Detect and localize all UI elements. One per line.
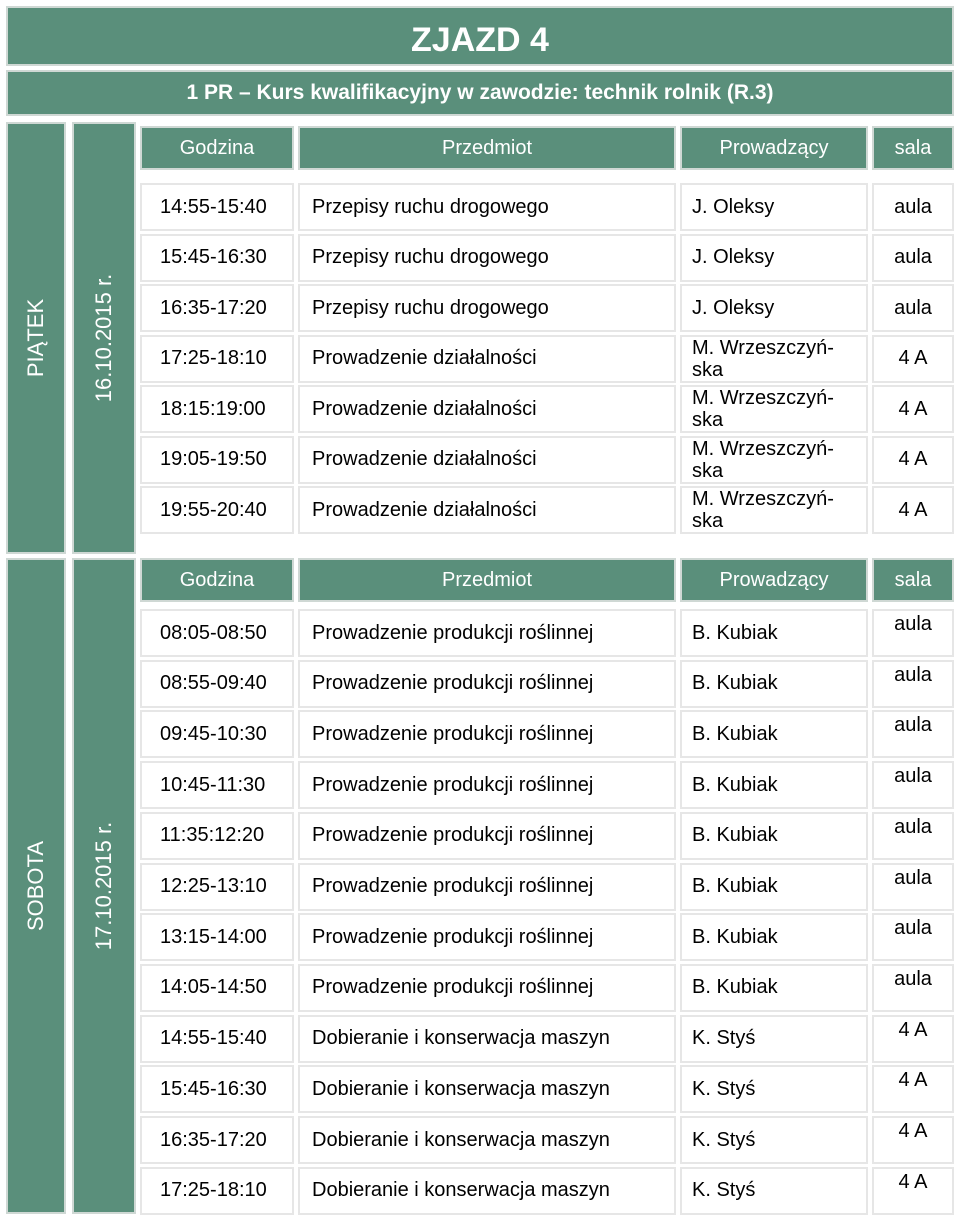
cell-teacher: B. Kubiak (680, 812, 868, 860)
day-date: 17.10.2015 r. (91, 821, 116, 951)
cell-time: 17:25-18:10 (140, 335, 294, 383)
cell-subject: Prowadzenie działalności (298, 335, 676, 383)
cell-room: aula (872, 710, 954, 758)
table-row (140, 486, 954, 534)
cell-subject: Przepisy ruchu drogowego (298, 183, 676, 231)
cell-room: aula (872, 660, 954, 708)
cell-room: 4 A (872, 1167, 954, 1215)
cell-teacher: K. Styś (680, 1116, 868, 1164)
cell-room: 4 A (872, 335, 954, 383)
teacher-name: M. Wrzeszczyń- ska (692, 488, 834, 532)
table-row (140, 863, 954, 911)
page-title: ZJAZD 4 (6, 6, 954, 66)
cell-room: aula (872, 761, 954, 809)
cell-room: 4 A (872, 436, 954, 484)
header-time: Godzina (140, 126, 294, 170)
cell-time: 15:45-16:30 (140, 1065, 294, 1113)
cell-time: 19:05-19:50 (140, 436, 294, 484)
header-subject: Przedmiot (298, 126, 676, 170)
cell-room: 4 A (872, 486, 954, 534)
cell-time: 16:35-17:20 (140, 1116, 294, 1164)
cell-teacher: B. Kubiak (680, 660, 868, 708)
header-subject: Przedmiot (298, 558, 676, 602)
cell-teacher: K. Styś (680, 1065, 868, 1113)
cell-teacher (680, 385, 868, 433)
cell-teacher: B. Kubiak (680, 964, 868, 1012)
table-row (140, 1065, 954, 1113)
day-label-friday (6, 122, 66, 554)
table-row (140, 913, 954, 961)
table-row (140, 183, 954, 231)
cell-subject: Przepisy ruchu drogowego (298, 234, 676, 282)
cell-room: 4 A (872, 385, 954, 433)
date-label-saturday (72, 558, 136, 1214)
cell-room: aula (872, 183, 954, 231)
cell-room: 4 A (872, 1116, 954, 1164)
table-row (140, 761, 954, 809)
cell-teacher: J. Oleksy (680, 183, 868, 231)
header-teacher: Prowadzący (680, 558, 868, 602)
header-time: Godzina (140, 558, 294, 602)
cell-teacher: B. Kubiak (680, 761, 868, 809)
header-room: sala (872, 558, 954, 602)
table-row (140, 964, 954, 1012)
cell-time: 17:25-18:10 (140, 1167, 294, 1215)
cell-room: aula (872, 284, 954, 332)
cell-room: aula (872, 913, 954, 961)
cell-time: 16:35-17:20 (140, 284, 294, 332)
cell-room: aula (872, 609, 954, 657)
cell-subject: Dobieranie i konserwacja maszyn (298, 1015, 676, 1063)
cell-time: 14:05-14:50 (140, 964, 294, 1012)
day-name: PIĄTEK (23, 298, 48, 378)
cell-subject: Prowadzenie produkcji roślinnej (298, 863, 676, 911)
header-room: sala (872, 126, 954, 170)
table-row (140, 436, 954, 484)
cell-room: aula (872, 964, 954, 1012)
cell-subject: Prowadzenie produkcji roślinnej (298, 710, 676, 758)
cell-teacher: J. Oleksy (680, 234, 868, 282)
cell-time: 10:45-11:30 (140, 761, 294, 809)
date-label-friday (72, 122, 136, 554)
table-row (140, 335, 954, 383)
header-teacher: Prowadzący (680, 126, 868, 170)
cell-subject: Prowadzenie produkcji roślinnej (298, 913, 676, 961)
cell-teacher: B. Kubiak (680, 913, 868, 961)
table-row (140, 1015, 954, 1063)
cell-time: 13:15-14:00 (140, 913, 294, 961)
cell-time: 14:55-15:40 (140, 183, 294, 231)
cell-room: 4 A (872, 1015, 954, 1063)
cell-time: 09:45-10:30 (140, 710, 294, 758)
table-row (140, 1116, 954, 1164)
cell-subject: Prowadzenie produkcji roślinnej (298, 761, 676, 809)
cell-time: 18:15:19:00 (140, 385, 294, 433)
teacher-name: M. Wrzeszczyń- ska (692, 387, 834, 431)
cell-room: aula (872, 812, 954, 860)
table-row (140, 284, 954, 332)
day-label-saturday (6, 558, 66, 1214)
cell-subject: Dobieranie i konserwacja maszyn (298, 1116, 676, 1164)
day-date: 16.10.2015 r. (91, 273, 116, 403)
cell-time: 12:25-13:10 (140, 863, 294, 911)
table-row (140, 609, 954, 657)
cell-time: 19:55-20:40 (140, 486, 294, 534)
cell-teacher (680, 486, 868, 534)
page-subtitle: 1 PR – Kurs kwalifikacyjny w zawodzie: technik rolnik (R.3) (6, 70, 954, 116)
teacher-name: M. Wrzeszczyń- ska (692, 336, 834, 381)
cell-time: 08:55-09:40 (140, 660, 294, 708)
cell-teacher (680, 335, 868, 383)
cell-teacher: K. Styś (680, 1167, 868, 1215)
cell-time: 08:05-08:50 (140, 609, 294, 657)
teacher-name: M. Wrzeszczyń- ska (692, 437, 834, 482)
cell-subject: Przepisy ruchu drogowego (298, 284, 676, 332)
cell-subject: Prowadzenie działalności (298, 486, 676, 534)
table-row (140, 812, 954, 860)
cell-time: 11:35:12:20 (140, 812, 294, 860)
day-name: SOBOTA (23, 840, 48, 932)
cell-room: 4 A (872, 1065, 954, 1113)
cell-teacher: K. Styś (680, 1015, 868, 1063)
cell-time: 15:45-16:30 (140, 234, 294, 282)
cell-room: aula (872, 234, 954, 282)
table-row (140, 710, 954, 758)
cell-subject: Prowadzenie produkcji roślinnej (298, 609, 676, 657)
table-row (140, 234, 954, 282)
cell-teacher (680, 436, 868, 484)
cell-room: aula (872, 863, 954, 911)
cell-subject: Dobieranie i konserwacja maszyn (298, 1167, 676, 1215)
table-row (140, 660, 954, 708)
cell-subject: Dobieranie i konserwacja maszyn (298, 1065, 676, 1113)
cell-teacher: J. Oleksy (680, 284, 868, 332)
table-row (140, 385, 954, 433)
cell-teacher: B. Kubiak (680, 863, 868, 911)
cell-subject: Prowadzenie działalności (298, 385, 676, 433)
cell-subject: Prowadzenie produkcji roślinnej (298, 812, 676, 860)
cell-subject: Prowadzenie działalności (298, 436, 676, 484)
cell-subject: Prowadzenie produkcji roślinnej (298, 660, 676, 708)
cell-teacher: B. Kubiak (680, 609, 868, 657)
cell-time: 14:55-15:40 (140, 1015, 294, 1063)
cell-subject: Prowadzenie produkcji roślinnej (298, 964, 676, 1012)
table-row (140, 1167, 954, 1215)
cell-teacher: B. Kubiak (680, 710, 868, 758)
